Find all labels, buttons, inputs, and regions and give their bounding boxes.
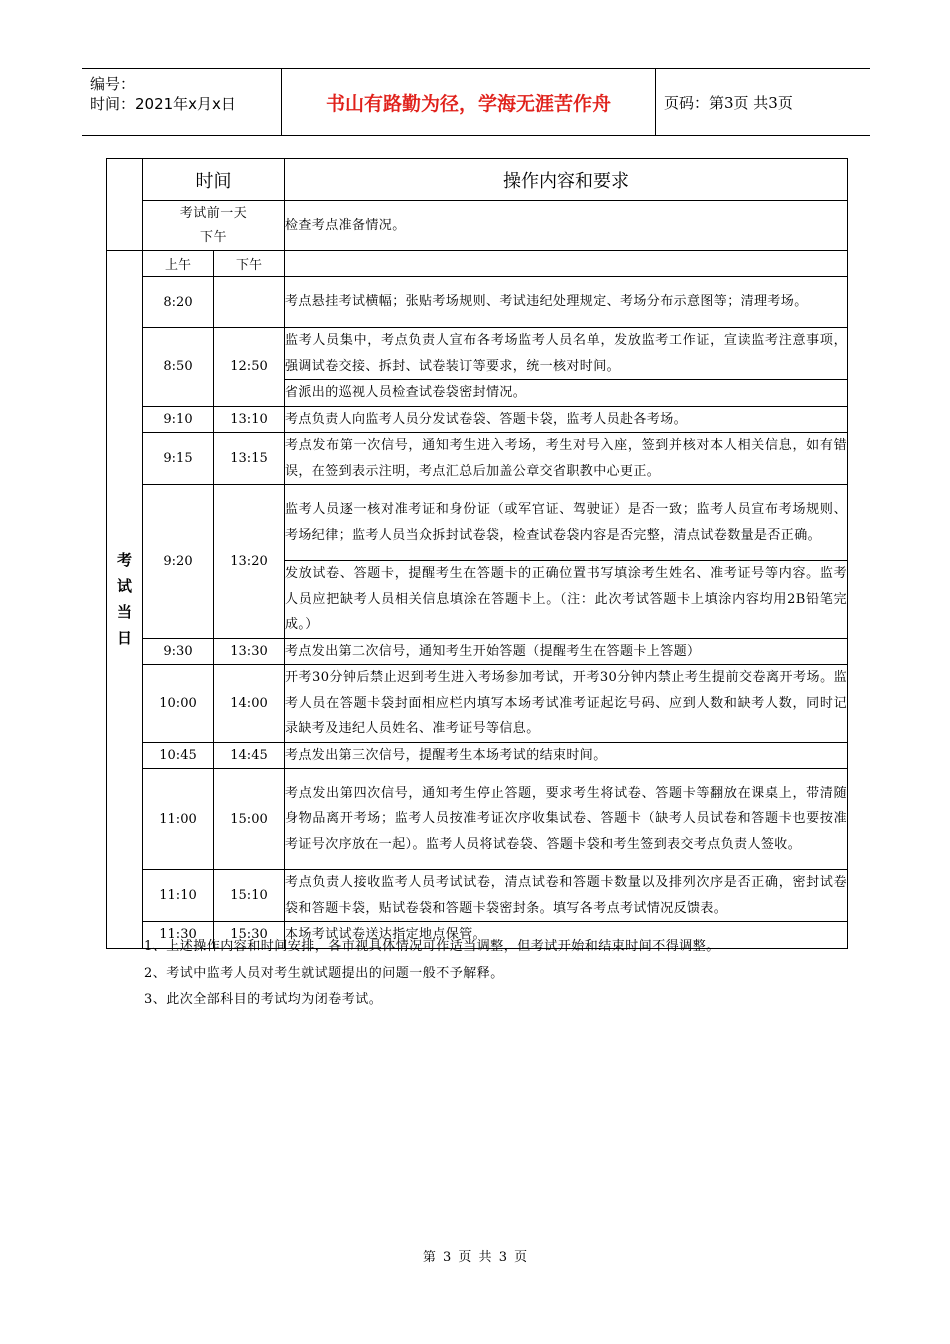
notes [144, 934, 720, 1014]
prev-day-line1: 考试前一天 [179, 205, 248, 221]
am-time: 9:20 [143, 485, 214, 639]
header-page-label: 页码：第3页 共3页 [664, 93, 793, 112]
pm-time: 13:10 [214, 406, 285, 433]
prev-day-content: 检查考点准备情况。 [285, 201, 848, 251]
am-time: 8:20 [143, 277, 214, 328]
pm-time: 14:00 [214, 665, 285, 743]
table-row [107, 769, 848, 870]
blank-cell [107, 159, 143, 251]
row-content: 考点发出第三次信号，提醒考生本场考试的结束时间。 [285, 742, 848, 769]
head-time: 时间 [143, 159, 285, 201]
exam-day-char: 考 [116, 551, 132, 570]
row-content: 开考30分钟后禁止迟到考生进入考场参加考试，开考30分钟内禁止考生提前交卷离开考场。监考人员在答题卡袋封面相应栏内填写本场考试准考证起讫号码、应到人数和缺考人数，同时记录缺考及违纪人员姓名、准考证号等信息。 [285, 665, 848, 743]
am-time: 11:30 [143, 922, 214, 949]
pm-time: 15:10 [214, 870, 285, 922]
row-content: 考点负责人向监考人员分发试卷袋、答题卡袋，监考人员赴各考场。 [285, 406, 848, 433]
exam-day-char: 试 [116, 577, 132, 596]
table-row [107, 638, 848, 665]
table-row [107, 870, 848, 922]
am-time: 8:50 [143, 328, 214, 407]
pm-time: 15:30 [214, 922, 285, 949]
exam-day-label [107, 251, 143, 949]
am-time: 10:45 [143, 742, 214, 769]
pm-time [214, 277, 285, 328]
exam-day-char: 当 [116, 603, 132, 622]
row-content: 考点发出第二次信号，通知考生开始答题（提醒考生在答题卡上答题） [285, 638, 848, 665]
pm-time: 13:20 [214, 485, 285, 639]
am-time: 11:10 [143, 870, 214, 922]
row-content-extra: 省派出的巡视人员检查试卷袋密封情况。 [285, 380, 848, 407]
row-content: 考点负责人接收监考人员考试试卷，清点试卷和答题卡数量以及排列次序是否正确，密封试卷袋和答题卡袋，贴试卷袋和答题卡袋密封条。填写各考点考试情况反馈表。 [285, 870, 848, 922]
table-row [107, 201, 848, 251]
schedule-table [106, 158, 848, 949]
blank-cell [285, 251, 848, 277]
prev-day-line2: 下午 [199, 229, 227, 245]
table-header-row [107, 159, 848, 201]
row-content: 本场考试试卷送达指定地点保管。 [285, 922, 848, 949]
table-row [107, 277, 848, 328]
pm-time: 12:50 [214, 328, 285, 407]
date-label: 时间：2021年x月x日 [90, 95, 236, 113]
am-time: 9:30 [143, 638, 214, 665]
row-content: 考点发出第四次信号，通知考生停止答题，要求考生将试卷、答题卡等翻放在课桌上，带清随身物品离开考场；监考人员按准考证次序收集试卷、答题卡（缺考人员试卷和答题卡也要按准考证号次序放在一起）。监考人员将试卷袋、答题卡袋和考生签到表交考点负责人签收。 [285, 769, 848, 870]
col-am-label: 上午 [143, 251, 214, 277]
pm-time: 13:15 [214, 433, 285, 485]
number-label: 编号： [90, 75, 136, 93]
note-item: 3、此次全部科目的考试均为闭卷考试。 [144, 992, 383, 1007]
pm-time: 13:30 [214, 638, 285, 665]
table-row [107, 433, 848, 485]
table-row [107, 665, 848, 743]
pm-time: 14:45 [214, 742, 285, 769]
am-time: 10:00 [143, 665, 214, 743]
row-content: 考点悬挂考试横幅；张贴考场规则、考试违纪处理规定、考场分布示意图等；清理考场。 [285, 277, 848, 328]
am-time: 9:15 [143, 433, 214, 485]
row-content-extra: 发放试卷、答题卡，提醒考生在答题卡的正确位置书写填涂考生姓名、准考证号等内容。监考人员应把缺考人员相关信息填涂在答题卡上。（注：此次考试答题卡上填涂内容均用2B铅笔完成。） [285, 561, 848, 639]
table-row [107, 485, 848, 561]
row-content: 监考人员逐一核对准考证和身份证（或军官证、驾驶证）是否一致；监考人员宣布考场规则、考场纪律；监考人员当众拆封试卷袋，检查试卷袋内容是否完整，清点试卷数量是否正确。 [285, 485, 848, 561]
table-row [107, 406, 848, 433]
row-content: 考点发布第一次信号，通知考生进入考场，考生对号入座，签到并核对本人相关信息，如有错误，在签到表示注明，考点汇总后加盖公章交省职教中心更正。 [285, 433, 848, 485]
header-meta [82, 69, 282, 135]
table-row [107, 251, 848, 277]
pm-time: 15:00 [214, 769, 285, 870]
page-header [82, 68, 870, 136]
head-content: 操作内容和要求 [285, 159, 848, 201]
exam-day-char: 日 [116, 629, 132, 648]
row-content: 监考人员集中，考点负责人宣布各考场监考人员名单，发放监考工作证，宣读监考注意事项，强调试卷交接、拆封、试卷装订等要求，统一核对时间。 [285, 328, 848, 380]
col-pm-label: 下午 [214, 251, 285, 277]
note-item: 1、上述操作内容和时间安排，各市视具体情况可作适当调整，但考试开始和结束时间不得调整。 [144, 939, 720, 954]
header-motto: 书山有路勤为径，学海无涯苦作舟 [282, 69, 656, 135]
note-item: 2、考试中监考人员对考生就试题提出的问题一般不予解释。 [144, 965, 504, 981]
prev-day-time [143, 201, 285, 251]
am-time: 11:00 [143, 769, 214, 870]
am-time: 9:10 [143, 406, 214, 433]
table-row [107, 328, 848, 380]
page-footer: 第 3 页 共 3 页 [422, 1250, 528, 1265]
table-row [107, 742, 848, 769]
